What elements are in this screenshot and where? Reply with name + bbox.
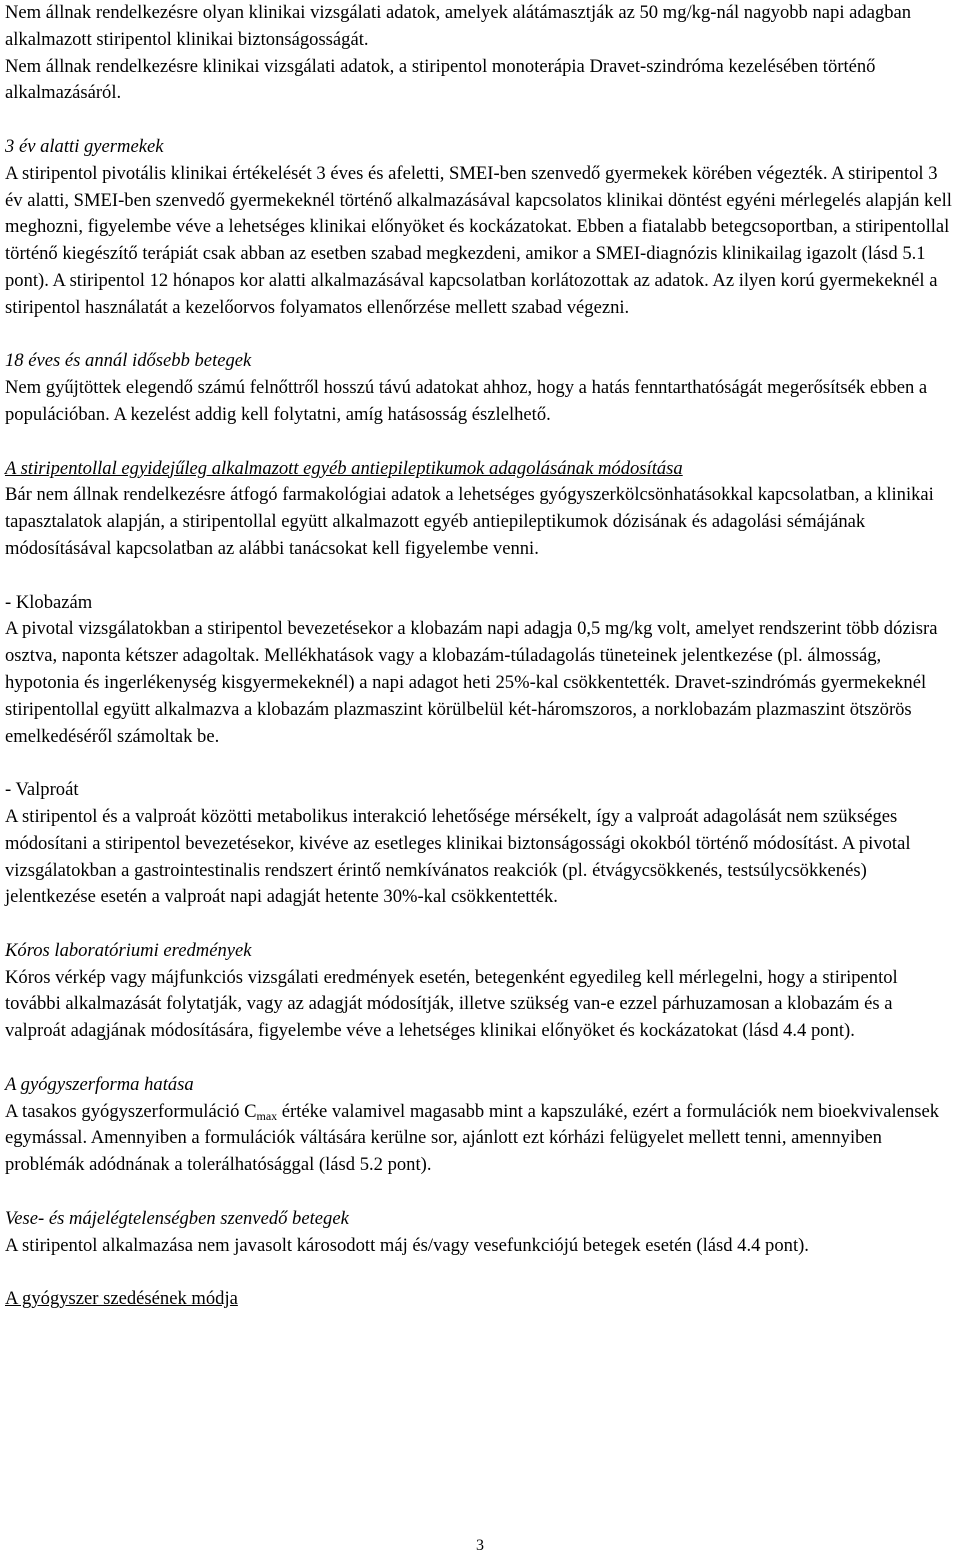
spacer [5,322,957,349]
section-heading-dose-adjust: A stiripentollal egyidejűleg alkalmazott egyéb antiepileptikumok adagolásának módosítása [5,457,683,479]
document-body [5,0,957,1313]
section-heading-valproate: - Valproát [5,779,79,801]
lab-text-part-2: további alkalmazását folytatják, vagy az adagját módosítják, illetve szükség van-e ezzel párhuzamosan a klobazám és a valproát adagjának módosítására, figyelembe véve a lehetséges klinikai előnyöket és kockázatokat (lásd 4.4 pont). [5,993,893,1042]
intro-paragraph-1: Nem állnak rendelkezésre olyan klinikai vizsgálati adatok, amelyek alátámasztják az 50 mg/kg-nál nagyobb napi adagban alkalmazott stiripentol klinikai biztonságosságát. [5,2,912,50]
section-heading-administration: A gyógyszer szedésének módja [5,1288,238,1310]
section-body-over-18: Nem gyűjtöttek elegendő számú felnőttről hosszú távú adatokat ahhoz, hogy a hatás fenntarthatóságát megerősítsék ebben a populációban. A kezelést addig kell folytatni, amíg hatásosság észlelhető. [5,377,928,425]
formulation-text-part-2: értéke valamivel magasabb mint a kapszuláké, ezért a formulációk nem bioekvivalensek egymással. Amennyiben a formulációk váltására kerülne sor, ajánlott ezt kórházi felügyelet mellett tenni, amennyiben problémák adódnának a tolerálhatósággal (lásd 5.2 pont). [5,1100,940,1176]
spacer [5,563,957,590]
section-body-dose-adjust: Bár nem állnak rendelkezésre átfogó farmakológiai adatok a lehetséges gyógyszerkölcsönhatásokkal kapcsolatban, a klinikai tapasztalatok alapján, a stiripentollal együtt alkalmazott egyéb antiepileptikumok dózisának és adagolási sémájának módosításával kapcsolatban az alábbi tanácsokat kell figyelembe venni. [5,484,934,559]
section-heading-formulation: A gyógyszerforma hatása [5,1073,194,1095]
spacer [5,1045,957,1072]
spacer [5,911,957,938]
spacer [5,107,957,134]
spacer [5,1179,957,1206]
section-body-renal: A stiripentol alkalmazása nem javasolt károsodott máj és/vagy vesefunkciójú betegek esetén (lásd 4.4 pont). [5,1234,809,1256]
cmax-subscript: max [256,1108,278,1123]
section-heading-under-3: 3 év alatti gyermekek [5,135,164,157]
section-body-under-3: A stiripentol pivotális klinikai értékelését 3 éves és afeletti, SMEI-ben szenvedő gyermekek körében végezték. A stiripentol 3 év alatti, SMEI-ben szenvedő gyermekeknél történő alkalmazásával kapcsolatos klinikai döntést egyéni mérlegelés alapján kell meghozni, figyelembe véve a lehetséges klinikai előnyöket és kockázatokat. Ebben a fiatalabb betegcsoportban, a stiripentollal történő kiegészítő terápiát csak abban az esetben szabad megkezdeni, amikor a SMEI-diagnózis klinikailag igazolt (lásd 5.1 pont). A stiripentol 12 hónapos kor alatti alkalmazásával kapcsolatban korlátozottak az adatok. Az ilyen korú gyermekeknél a stiripentol használatát a kezelőorvos folyamatos ellenőrzése mellett szabad végezni. [5,162,952,318]
spacer [5,750,957,777]
section-heading-over-18: 18 éves és annál idősebb betegek [5,350,252,372]
lab-text-part-1: Kóros vérkép vagy májfunkciós vizsgálati eredmények esetén, betegenként egyedileg kell mérlegelni, hogy a stiripentol [5,966,898,988]
section-heading-lab: Kóros laboratóriumi eredmények [5,939,252,961]
page-number: 3 [476,1537,484,1554]
section-body-lab [5,965,957,1045]
section-heading-renal: Vese- és májelégtelenségben szenvedő betegek [5,1207,349,1229]
section-body-clobazam: A pivotal vizsgálatokban a stiripentol bevezetésekor a klobazám napi adagja 0,5 mg/kg volt, amelyet rendszerint több dózisra osztva, naponta kétszer adagoltak. Mellékhatások vagy a klobazám-túladagolás tüneteinek jelentkezése (pl. álmosság, hypotonia és ingerlékenység kisgyermekeknél) a napi adagot heti 25%-kal csökkentették. Dravet-szindrómás gyermekeknél stiripentollal együtt alkalmazva a klobazám plazmaszint körülbelül két-háromszoros, a norklobazám plazmaszint ötszörös emelkedéséről számoltak be. [5,618,938,747]
intro-paragraph-2: Nem állnak rendelkezésre klinikai vizsgálati adatok, a stiripentol monoterápia Dravet-szindróma kezelésében történő alkalmazásáról. [5,55,876,104]
section-body-formulation [5,1099,957,1179]
spacer [5,429,957,456]
formulation-text-part-1: A tasakos gyógyszerformuláció C [5,1100,257,1122]
section-body-valproate: A stiripentol és a valproát közötti metabolikus interakció lehetősége mérsékelt, így a valproát adagolását nem szükséges módosítani a stiripentol bevezetésekor, kivéve az esetleges klinikai biztonságossági okokból történő módosítást. A pivotal vizsgálatokban a gastrointestinalis rendszert érintő nemkívánatos reakciók (pl. étvágycsökkenés, testsúlycsökkenés) jelentkezése esetén a valproát napi adagját hetente 30%-kal csökkentették. [5,805,911,908]
spacer [5,1259,957,1286]
section-heading-clobazam: - Klobazám [5,591,93,613]
